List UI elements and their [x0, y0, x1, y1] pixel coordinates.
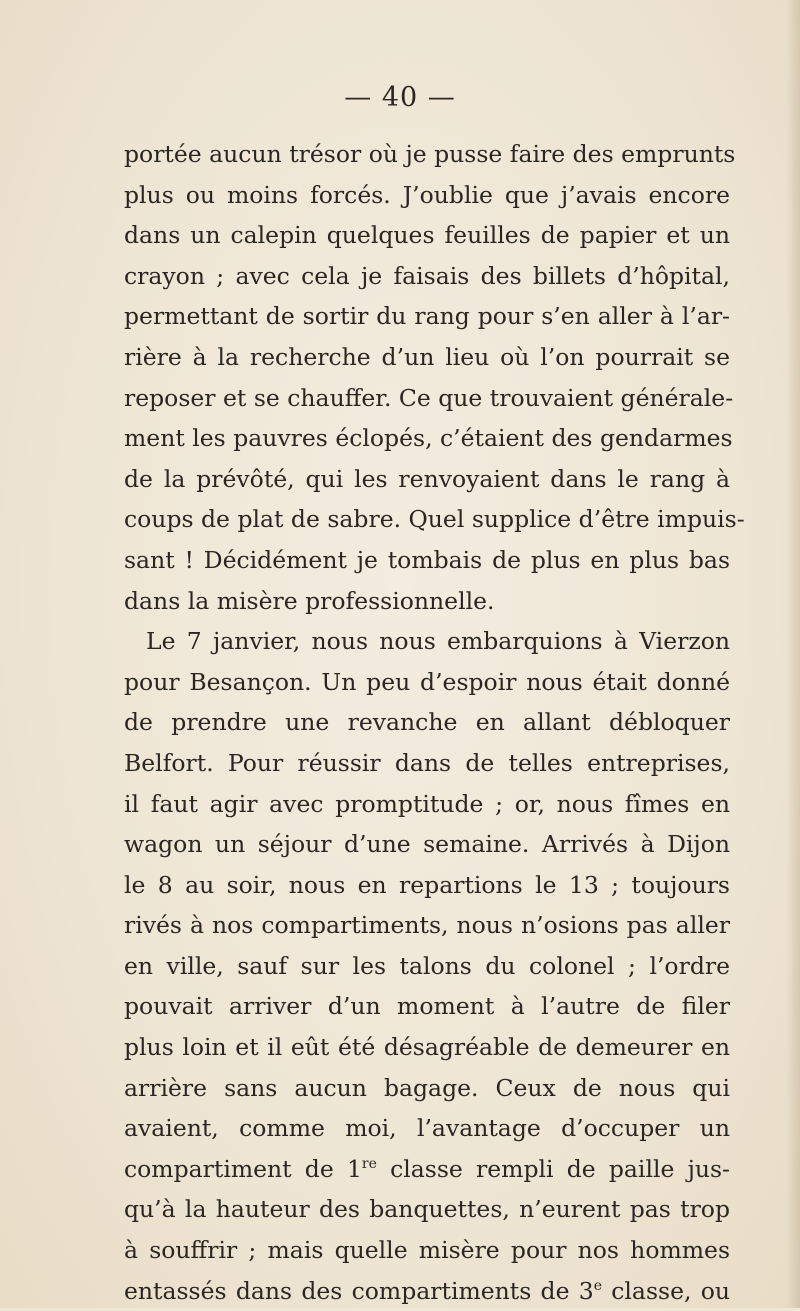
text-line: de prendre une revanche en allant débloquer [124, 708, 730, 737]
text-line: qu’à la hauteur des banquettes, n’eurent pas trop [124, 1195, 730, 1224]
paragraph-start-line: Le 7 janvier, nous nous embarquions à Vierzon [146, 627, 730, 656]
text-line [124, 1271, 730, 1311]
text-line: le 8 au soir, nous en repartions le 13 ; toujours [124, 870, 730, 899]
text-line: rivés à nos compartiments, nous n’osions pas aller [124, 911, 730, 940]
text-line: dans un calepin quelques feuilles de papier et un [124, 221, 730, 250]
ordinal-superscript: re [361, 1155, 377, 1172]
text-line: Belfort. Pour réussir dans de telles entreprises, [124, 748, 730, 777]
text-line [124, 1149, 730, 1190]
ordinal-superscript: e [593, 1277, 602, 1294]
page-edge-shadow [786, 0, 800, 1308]
page-text [124, 134, 745, 1311]
text-line: avaient, comme moi, l’avantage d’occuper un [124, 1114, 730, 1143]
text-line: coups de plat de sabre. Quel supplice d’être impuis- [124, 505, 745, 534]
text-line: ment les pauvres éclopés, c’étaient des gendarmes [124, 424, 733, 453]
text-fragment: compartiment de 1 [124, 1154, 362, 1183]
text-line: arrière sans aucun bagage. Ceux de nous qui [124, 1073, 730, 1102]
text-line: permettant de sortir du rang pour s’en aller à l’ar- [124, 302, 730, 331]
text-fragment: entassés dans des compartiments de 3 [124, 1276, 594, 1305]
text-line: reposer et se chauffer. Ce que trouvaient générale- [124, 383, 734, 412]
text-line: rière à la recherche d’un lieu où l’on pourrait se [124, 342, 730, 371]
text-line: plus ou moins forcés. J’oublie que j’avais encore [124, 180, 730, 209]
paragraph-end-line: dans la misère professionnelle. [124, 586, 495, 615]
text-line: plus loin et il eût été désagréable de demeurer en [124, 1033, 730, 1062]
text-line: à souffrir ; mais quelle misère pour nos hommes [124, 1236, 730, 1265]
text-line: en ville, sauf sur les talons du colonel ; l’ordre [124, 951, 730, 980]
text-line: crayon ; avec cela je faisais des billets d’hôpital, [124, 261, 730, 290]
text-line: il faut agir avec promptitude ; or, nous fîmes en [124, 789, 730, 818]
text-line: de la prévôté, qui les renvoyaient dans le rang à [124, 464, 730, 493]
text-fragment: classe, ou [602, 1276, 730, 1305]
text-line: portée aucun trésor où je pusse faire des emprunts [124, 140, 736, 168]
page-number: — 40 — [344, 82, 456, 113]
text-fragment: classe rempli de paille jus- [376, 1154, 731, 1183]
text-line: pouvait arriver d’un moment à l’autre de filer [124, 992, 730, 1021]
text-line: sant ! Décidément je tombais de plus en plus bas [124, 545, 730, 574]
text-line: pour Besançon. Un peu d’espoir nous était donné [124, 667, 730, 696]
text-line: wagon un séjour d’une semaine. Arrivés à Dijon [124, 830, 730, 859]
